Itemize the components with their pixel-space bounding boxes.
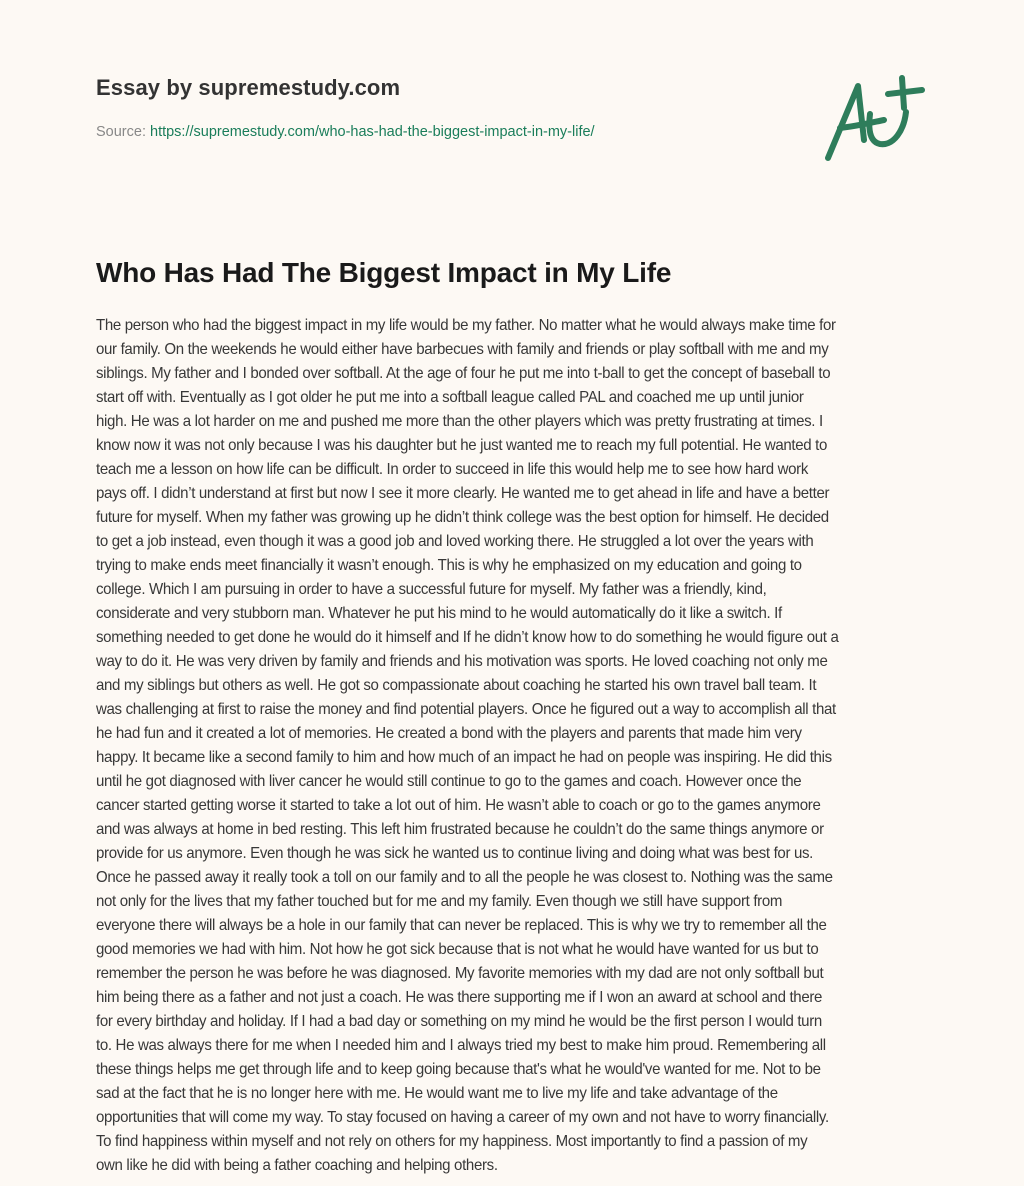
essay-line: remember the person he was before he was diagnosed. My favorite memories with my dad are not only softball but <box>96 965 824 982</box>
essay-line: good memories we had with him. Not how he got sick because that is not what he would have wanted for us but to <box>96 941 819 958</box>
essay-line: until he got diagnosed with liver cancer he would still continue to go to the games and coach. However once the <box>96 773 802 790</box>
essay-line: everyone there will always be a hole in our family that can never be replaced. This is why we try to remember all the <box>96 917 827 934</box>
source-label: Source: <box>96 124 150 140</box>
essay-line: and my siblings but others as well. He got so compassionate about coaching he started his own travel ball team. It <box>96 677 817 694</box>
essay-line: and was always at home in bed resting. This left him frustrated because he couldn’t do the same things anymore or <box>96 821 824 838</box>
essay-line: provide for us anymore. Even though he was sick he wanted us to continue living and doing what was best for us. <box>96 845 814 862</box>
source-link[interactable]: https://supremestudy.com/who-has-had-the-biggest-impact-in-my-life/ <box>150 124 595 140</box>
essay-line: siblings. My father and I bonded over softball. At the age of four he put me into t-ball to get the concept of baseball to <box>96 365 831 382</box>
essay-line: teach me a lesson on how life can be difficult. In order to succeed in life this would help me to see how hard work <box>96 461 809 478</box>
essay-line: something needed to get done he would do it himself and If he didn’t know how to do something he would figure out a <box>96 629 839 646</box>
essay-line: for every birthday and holiday. If I had a bad day or something on my mind he would be the first person I would turn <box>96 1013 822 1030</box>
essay-line: was challenging at first to raise the money and find potential players. Once he figured out a way to accomplish all that <box>96 701 836 718</box>
essay-line: sad at the fact that he is no longer here with me. He would want me to live my life and take advantage of the <box>96 1085 778 1102</box>
essay-body <box>96 314 930 1178</box>
essay-line: not only for the lives that my father touched but for me and my family. Even though we still have support from <box>96 893 783 910</box>
essay-line: considerate and very stubborn man. Whatever he put his mind to he would automatically do it like a switch. If <box>96 605 782 622</box>
essay-line: college. Which I am pursuing in order to have a successful future for myself. My father was a friendly, kind, <box>96 581 767 598</box>
essay-line: our family. On the weekends he would either have barbecues with family and friends or play softball with me and my <box>96 341 829 358</box>
essay-line: to get a job instead, even though it was a good job and loved working there. He struggled a lot over the years with <box>96 533 814 550</box>
essay-line: him being there as a father and not just a coach. He was there supporting me if I won an award at school and there <box>96 989 823 1006</box>
essay-line: future for myself. When my father was growing up he didn’t think college was the best option for himself. He decided <box>96 509 829 526</box>
essay-line: To find happiness within myself and not rely on others for my happiness. Most importantly to find a passion of my <box>96 1133 808 1150</box>
essay-line: know now it was not only because I was his daughter but he just wanted me to reach my full potential. He wanted to <box>96 437 828 454</box>
essay-line: pays off. I didn’t understand at first but now I see it more clearly. He wanted me to get ahead in life and have a better <box>96 485 830 502</box>
essay-line: he had fun and it created a lot of memories. He created a bond with the players and parents that made him very <box>96 725 802 742</box>
site-title: Essay by supremestudy.com <box>96 75 401 100</box>
essay-line: high. He was a lot harder on me and pushed me more than the other players which was pretty frustrating at times. I <box>96 413 823 430</box>
essay-line: trying to make ends meet financially it wasn’t enough. This is why he emphasized on my education and going to <box>96 557 802 574</box>
essay-line: start off with. Eventually as I got older he put me into a softball league called PAL and coached me up until junior <box>96 389 804 406</box>
essay-line: happy. It became like a second family to him and how much of an impact he had on people was inspiring. He did this <box>96 749 832 766</box>
essay-line: Once he passed away it really took a toll on our family and to all the people he was closest to. Nothing was the same <box>96 869 833 886</box>
essay-line: The person who had the biggest impact in my life would be my father. No matter what he would always make time for <box>96 317 836 334</box>
essay-line: way to do it. He was very driven by family and friends and his motivation was sports. He loved coaching not only me <box>96 653 828 670</box>
essay-line: these things helps me get through life and to keep going because that's what he would've wanted for me. Not to be <box>96 1061 821 1078</box>
essay-line: to. He was always there for me when I needed him and I always tried my best to make him proud. Remembering all <box>96 1037 826 1054</box>
essay-line: own like he did with being a father coaching and helping others. <box>96 1157 498 1174</box>
essay-title: Who Has Had The Biggest Impact in My Life <box>96 257 672 288</box>
essay-line: cancer started getting worse it started to take a lot out of him. He wasn’t able to coach or go to the games anymore <box>96 797 821 814</box>
source-line <box>96 124 595 140</box>
a-plus-grade-icon <box>818 64 938 174</box>
essay-line: opportunities that will come my way. To stay focused on having a career of my own and not have to worry financially. <box>96 1109 829 1126</box>
